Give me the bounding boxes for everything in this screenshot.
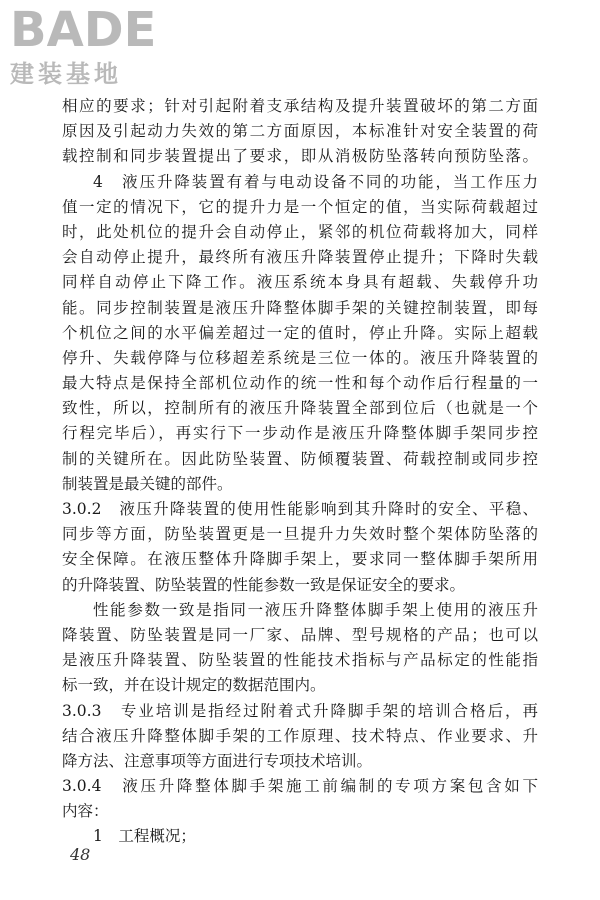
logo-subtitle: 建装基地 <box>10 60 122 88</box>
text-line: 性能参数一致是指同一液压升降整体脚手架上使用的液压升 <box>93 600 538 619</box>
text-line: 同步等方面，防坠装置更是一旦提升力失效时整个架体防坠落的 <box>62 525 538 544</box>
clause-3-0-4: 3.0.4 液压升降整体脚手架施工前编制的专项方案包含如下 <box>62 777 538 796</box>
text-line: 致性，所以，控制所有的液压升降装置全部到位后（也就是一个 <box>62 399 538 418</box>
text-line: 内容： <box>62 802 109 821</box>
text-line: 是液压升降装置、防坠装置的性能技术指标与产品标定的性能指 <box>62 651 538 670</box>
text-line: 制的关键所在。因此防坠装置、防倾覆装置、荷载控制或同步控 <box>62 449 538 468</box>
text-line: 安全保障。在液压整体升降脚手架上，要求同一整体脚手架所用 <box>62 550 538 569</box>
clause-3-0-2: 3.0.2 液压升降装置的使用性能影响到其升降时的安全、平稳、 <box>62 500 538 518</box>
text-line: 标一致，并在设计规定的数据范围内。 <box>62 676 326 695</box>
watermark-logo <box>10 2 180 90</box>
text-line: 相应的要求；针对引起附着支承结构及提升装置破坏的第二方面 <box>62 97 538 115</box>
text-line: 降装置、防坠装置是同一厂家、品牌、型号规格的产品；也可以 <box>62 625 538 644</box>
text-line: 个机位之间的水平偏差超过一定的值时，停止升降。实际上超载 <box>62 323 538 342</box>
text-line: 最大特点是保持全部机位动作的统一性和每个动作后行程量的一 <box>62 374 538 393</box>
text-line: 能。同步控制装置是液压升降整体脚手架的关键控制装置，即每 <box>62 298 538 317</box>
text-line: 会自动停止提升，最终所有液压升降装置停止提升；下降时失载 <box>62 248 538 267</box>
text-line: 时，此处机位的提升会自动停止，紧邻的机位荷载将加大，同样 <box>62 222 538 241</box>
text-line: 原因及引起动力失效的第二方面原因，本标准针对安全装置的荷 <box>62 122 538 141</box>
list-item: 1 工程概况； <box>93 827 196 846</box>
text-line: 降方法、注意事项等方面进行专项技术培训。 <box>62 751 373 770</box>
logo-wordmark: BADE <box>10 2 157 58</box>
text-line: 结合液压升降整体脚手架的工作原理、技术特点、作业要求、升 <box>62 726 538 745</box>
text-line: 停升、失载停降与位移超差系统是三位一体的。液压升降装置的 <box>62 348 538 367</box>
text-line: 的升降装置、防坠装置的性能参数一致是保证安全的要求。 <box>62 575 466 594</box>
text-line: 4 液压升降装置有着与电动设备不同的功能，当工作压力 <box>93 172 538 191</box>
text-line: 行程完毕后），再实行下一步动作是液压升降整体脚手架同步控 <box>62 424 538 443</box>
text-line: 载控制和同步装置提出了要求，即从消极防坠落转向预防坠落。 <box>62 147 538 166</box>
document-body <box>62 94 538 850</box>
page-number: 48 <box>70 845 91 864</box>
text-line: 制装置是最关键的部件。 <box>62 474 233 493</box>
text-line: 同样自动停止下降工作。液压系统本身具有超载、失载停升功 <box>62 273 538 292</box>
text-line: 值一定的情况下，它的提升力是一个恒定的值，当实际荷载超过 <box>62 197 538 216</box>
clause-3-0-3: 3.0.3 专业培训是指经过附着式升降脚手架的培训合格后，再 <box>62 701 538 720</box>
